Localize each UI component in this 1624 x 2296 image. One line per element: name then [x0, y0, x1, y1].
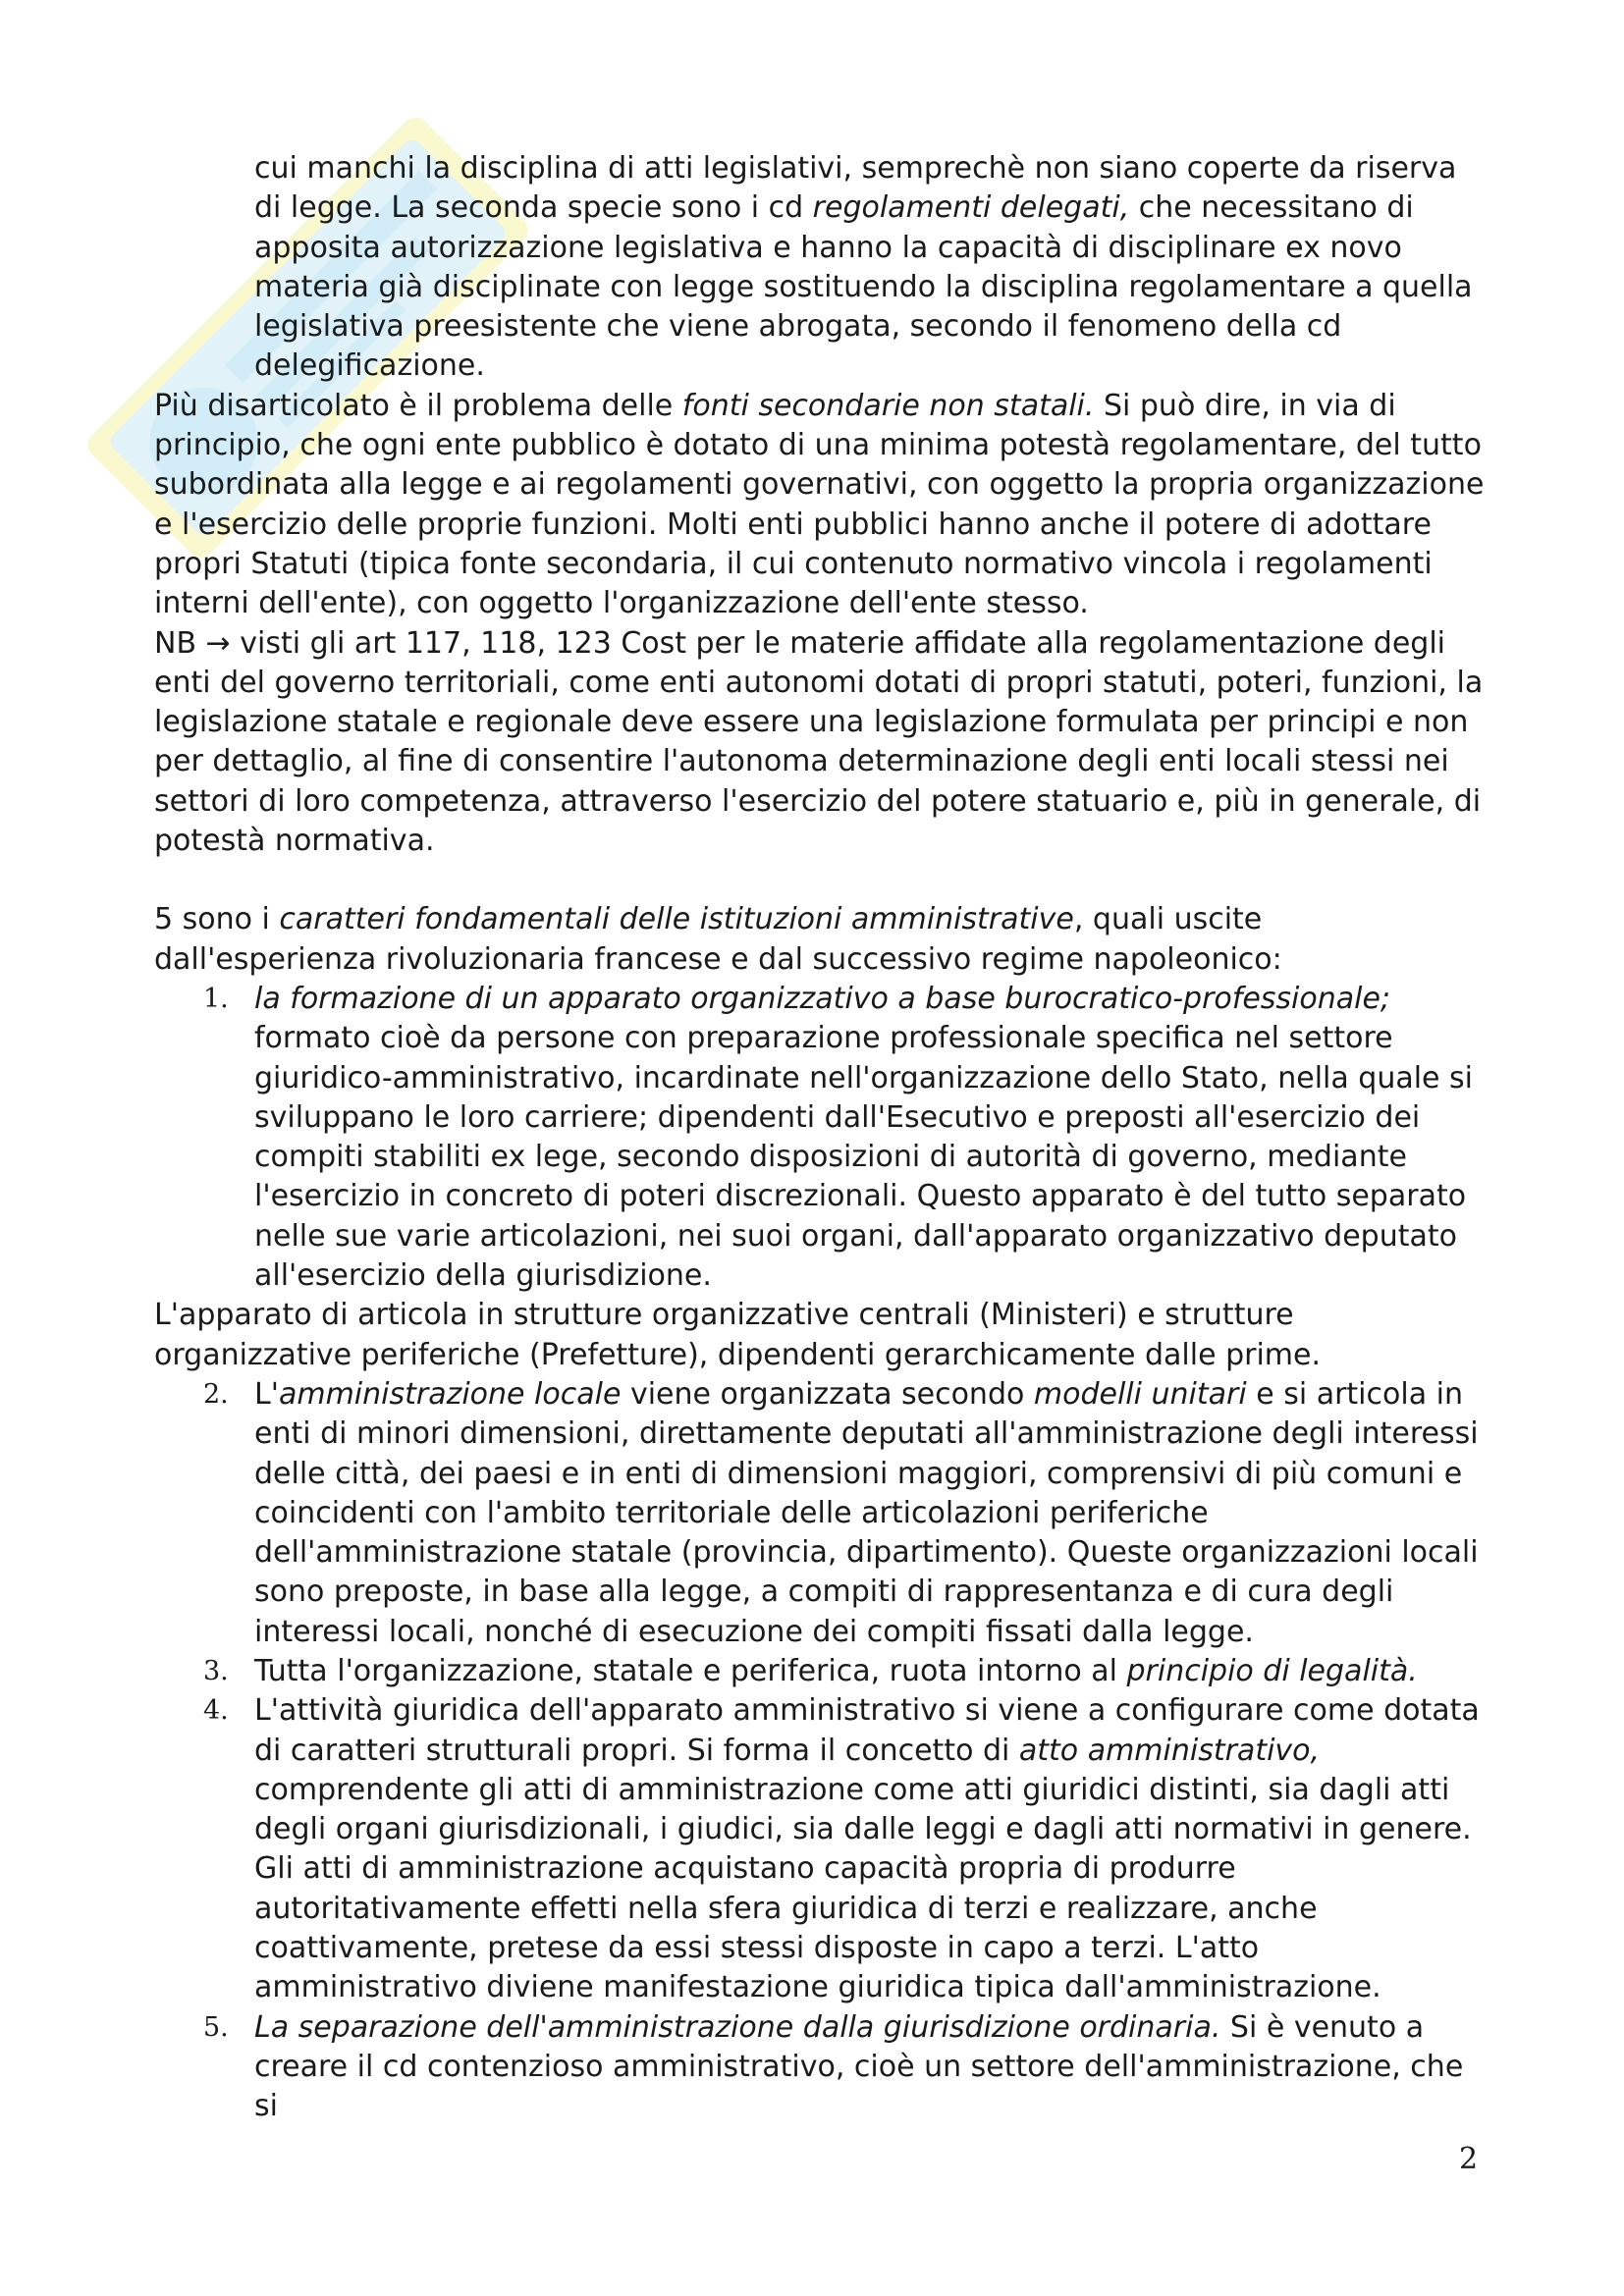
caratteri-list-part2 [154, 1375, 1489, 2127]
list-item [154, 1652, 1489, 1691]
text-span: che necessitano di apposita autorizzazione legislativa e hanno la capacità di disciplinare ex novo materia già disciplinate con legge sostituendo la disciplina regolamentare a quella legislativa preesistente che viene abrogata, secondo il fenomeno della cd delegificazione. [254, 190, 1473, 384]
text-span: , quali uscite dall'esperienza rivoluzionaria francese e dal successivo regime napoleonico: [154, 902, 1282, 977]
paragraph-regolamenti [154, 149, 1489, 387]
paragraph-apparato: L'apparato di articola in strutture organizzative centrali (Ministeri) e strutture organizzative periferiche (Prefetture), dipendenti gerarchicamente dalle prime. [154, 1298, 1322, 1372]
text-span: e si articola in enti di minori dimensioni, direttamente deputati all'amministrazione degli interessi delle città, dei paesi e in enti di dimensioni maggiori, comprensivi di più comuni e coincidenti con l'ambito territoriale delle articolazioni periferiche dell'amministrazione statale (provincia, dipartimento). Queste organizzazioni locali sono preposte, in base alla legge, a compiti di rappresentanza e di cura degli interessi locali, nonché di esecuzione dei compiti fissati dalla legge. [254, 1376, 1479, 1649]
text-span: Più disarticolato è il problema delle [154, 388, 682, 423]
italic-term: atto amministrativo, [1018, 1733, 1321, 1768]
list-number: 3. [203, 1655, 229, 1686]
document-body [154, 149, 1489, 2127]
list-item [154, 1691, 1489, 2007]
italic-term: regolamenti delegati, [812, 190, 1130, 226]
list-item [154, 980, 1489, 1296]
text-span: comprendente gli atti di amministrazione come atti giuridici distinti, sia dagli atti degli organi giurisdizionali, i giudici, sia dalle leggi e dagli atti normativi in genere. Gli atti di amministrazione acquistano capacità propria di produrre autoritativamente effetti nella sfera giuridica di terzi e realizzare, anche coattivamente, pretese da essi stessi disposte in capo a terzi. L'atto amministrativo diviene manifestazione giuridica tipica dall'amministrazione. [254, 1772, 1472, 2005]
italic-term: fonti secondarie non statali. [681, 388, 1095, 423]
text-span: formato cioè da persone con preparazione professionale specifica nel settore giuridico-amministrativo, incardinate nell'organizzazione dello Stato, nella quale si sviluppano le loro carriere; dipendenti dall'Esecutivo e preposti all'esercizio dei compiti stabiliti ex lege, secondo disposizioni di autorità di governo, mediante l'esercizio in concreto di poteri discrezionali. Questo apparato è del tutto separato nelle sue varie articolazioni, nei suoi organi, dall'apparato organizzativo deputato all'esercizio della giurisdizione. [254, 1021, 1474, 1294]
list-number: 5. [203, 2011, 229, 2043]
italic-term: caratteri fondamentali delle istituzioni amministrative [279, 902, 1074, 937]
list-number: 1. [203, 983, 229, 1014]
italic-term: La separazione dell'amministrazione dalla giurisdizione ordinaria. [254, 2009, 1221, 2045]
text-span: viene organizzata secondo [621, 1376, 1034, 1412]
italic-term: amministrazione locale [278, 1376, 622, 1412]
list-number: 2. [203, 1378, 229, 1410]
text-span: Si può dire, in via di principio, che ogni ente pubblico è dotato di una minima potestà regolamentare, del tutto subordinata alla legge e ai regolamenti governativi, con oggetto la propria organizzazione e l'esercizio delle proprie funzioni. Molti enti pubblici hanno anche il potere di adottare propri Statuti (tipica fonte secondaria, il cui contenuto normativo vincola i regolamenti interni dell'ente), con oggetto l'organizzazione dell'ente stesso. [154, 388, 1485, 621]
text-span: cui manchi la disciplina di atti legislativi, semprechè non siano coperte da riserva di legge. La seconda specie sono i cd [254, 151, 1457, 226]
text-span: 5 sono i [154, 902, 280, 937]
paragraph-nota-bene: NB → visti gli art 117, 118, 123 Cost per le materie affidate alla regolamentazione degli enti del governo territoriali, come enti autonomi dotati di propri statuti, poteri, funzioni, la legislazione statale e regionale deve essere una legislazione formulata per principi e non per dettaglio, al fine di consentire l'autonoma determinazione degli enti locali stessi nei settori di loro competenza, attraverso l'esercizio del potere statuario e, più in generale, di potestà normativa. [154, 625, 1484, 859]
text-span: L'attività giuridica dell'apparato amministrativo si viene a configurare come dotata di caratteri strutturali propri. Si forma il concetto di [254, 1693, 1480, 1768]
text-span: L' [254, 1376, 279, 1412]
paragraph-caratteri-intro [154, 900, 1489, 980]
spacer [154, 861, 1489, 900]
italic-term: la formazione di un apparato organizzativo a base burocratico-professionale; [254, 981, 1391, 1016]
page-number: 2 [1459, 2142, 1479, 2176]
list-item [154, 1375, 1489, 1652]
italic-term: principio di legalità. [1126, 1653, 1418, 1688]
paragraph-fonti-secondarie [154, 387, 1489, 624]
caratteri-list-part1 [154, 980, 1489, 1296]
list-item [154, 2008, 1489, 2127]
text-span: Si è venuto a creare il cd contenzioso amministrativo, cioè un settore dell'amministrazione, che si [254, 2009, 1464, 2124]
list-number: 4. [203, 1695, 229, 1727]
text-span: Tutta l'organizzazione, statale e periferica, ruota intorno al [254, 1653, 1127, 1688]
italic-term: modelli unitari [1033, 1376, 1247, 1412]
